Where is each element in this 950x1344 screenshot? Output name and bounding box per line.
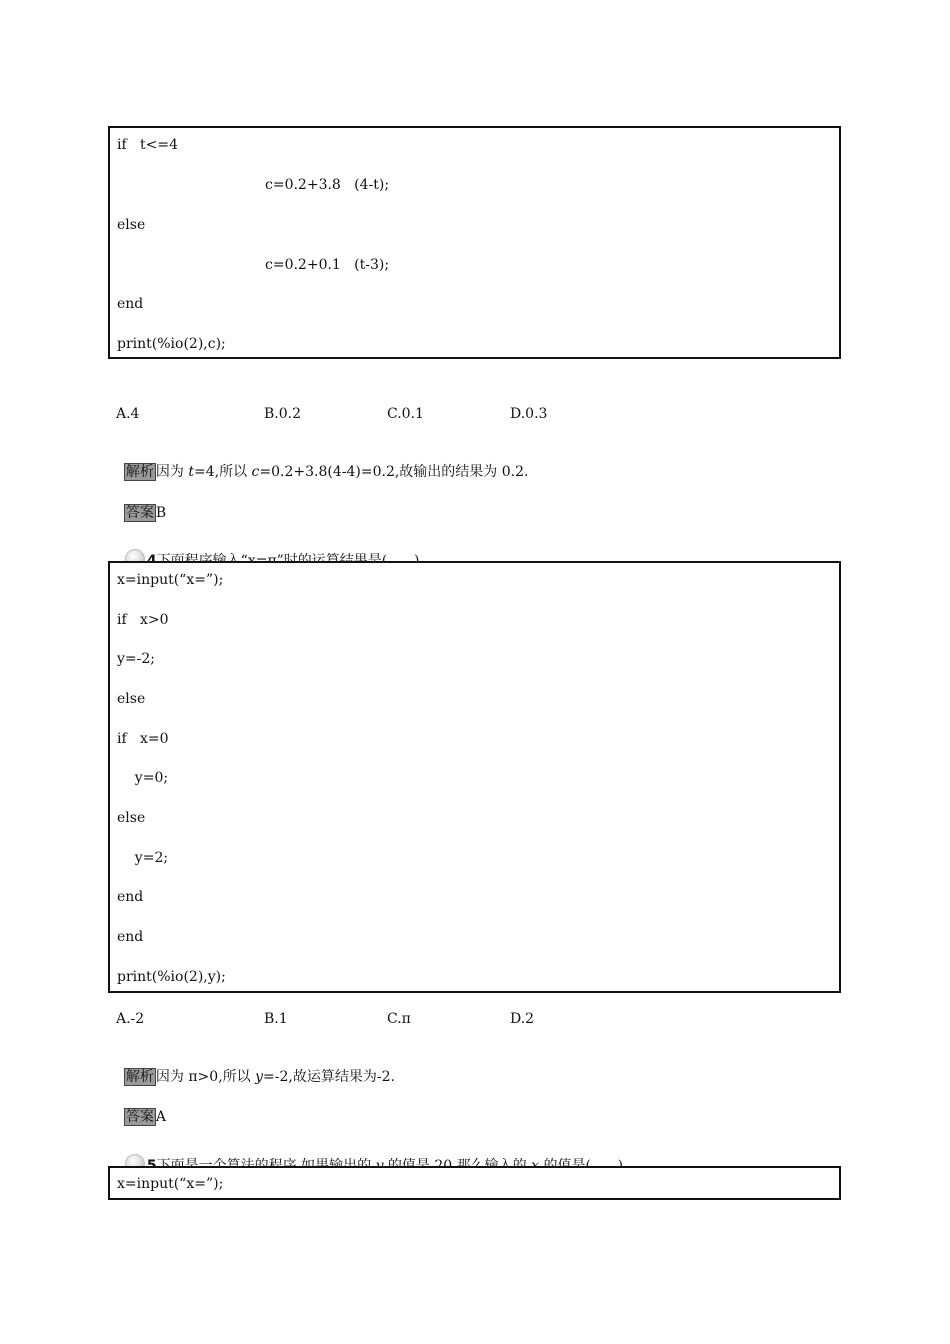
q5-code-box bbox=[108, 1166, 841, 1200]
q4-answer-value: A bbox=[155, 1109, 167, 1125]
q4-option-d: D.2 bbox=[510, 1011, 535, 1027]
q4-code-line-11: print(%io(2),y); bbox=[117, 969, 226, 985]
q3-code-line-3: else bbox=[117, 217, 146, 233]
q3-code-line-5: end bbox=[117, 296, 144, 312]
q3-analysis-text-3: =0.2+3.8(4-4)=0.2,故输出的结果为 0.2. bbox=[259, 464, 529, 480]
q4-answer bbox=[115, 1090, 166, 1126]
q3-code-box bbox=[108, 126, 841, 359]
q4-code-line-6: y=0; bbox=[117, 770, 169, 786]
q4-option-c: C.π bbox=[387, 1011, 411, 1027]
q5-code-line-1: x=input(“x=”); bbox=[117, 1176, 224, 1192]
q4-code-box bbox=[108, 561, 841, 993]
q4-code-line-9: end bbox=[117, 889, 144, 905]
q3-analysis-var-c: c bbox=[251, 464, 260, 480]
q3-analysis-text-1: 因为 bbox=[155, 464, 189, 480]
q4-analysis-tag: 解析 bbox=[125, 1069, 154, 1085]
q4-analysis-var-y: y bbox=[255, 1069, 264, 1085]
q3-option-c: C.0.1 bbox=[387, 406, 424, 422]
q3-analysis-var-t: t bbox=[188, 464, 194, 480]
q3-code-line-2: c=0.2+3.8 (4-t); bbox=[265, 177, 390, 193]
q4-code-line-1: x=input(“x=”); bbox=[117, 572, 224, 588]
q3-analysis bbox=[115, 445, 528, 481]
q3-option-b: B.0.2 bbox=[264, 406, 302, 422]
q4-option-b: B.1 bbox=[264, 1011, 288, 1027]
q4-code-line-2: if x>0 bbox=[117, 612, 169, 628]
q3-answer-tag: 答案 bbox=[125, 505, 154, 521]
q3-option-a: A.4 bbox=[116, 406, 140, 422]
q4-analysis-text-2: =-2,故运算结果为-2. bbox=[263, 1069, 395, 1085]
q3-analysis-tag: 解析 bbox=[125, 464, 154, 480]
q4-analysis-text-1: 因为 π>0,所以 bbox=[155, 1069, 256, 1085]
q4-analysis bbox=[115, 1050, 395, 1086]
q3-analysis-text-2: =4,所以 bbox=[194, 464, 252, 480]
q4-code-line-4: else bbox=[117, 691, 146, 707]
q4-code-line-8: y=2; bbox=[117, 850, 169, 866]
q3-answer bbox=[115, 486, 166, 522]
q3-answer-value: B bbox=[155, 505, 167, 521]
q3-code-line-1: if t<=4 bbox=[117, 137, 179, 153]
q4-code-line-3: y=-2; bbox=[117, 651, 155, 667]
q3-code-line-6: print(%io(2),c); bbox=[117, 336, 226, 352]
q4-answer-tag: 答案 bbox=[125, 1109, 154, 1125]
q4-code-line-7: else bbox=[117, 810, 146, 826]
q3-code-line-4: c=0.2+0.1 (t-3); bbox=[265, 257, 390, 273]
q4-code-line-5: if x=0 bbox=[117, 731, 169, 747]
q4-option-a: A.-2 bbox=[116, 1011, 145, 1027]
q4-code-line-10: end bbox=[117, 929, 144, 945]
q3-option-d: D.0.3 bbox=[510, 406, 548, 422]
